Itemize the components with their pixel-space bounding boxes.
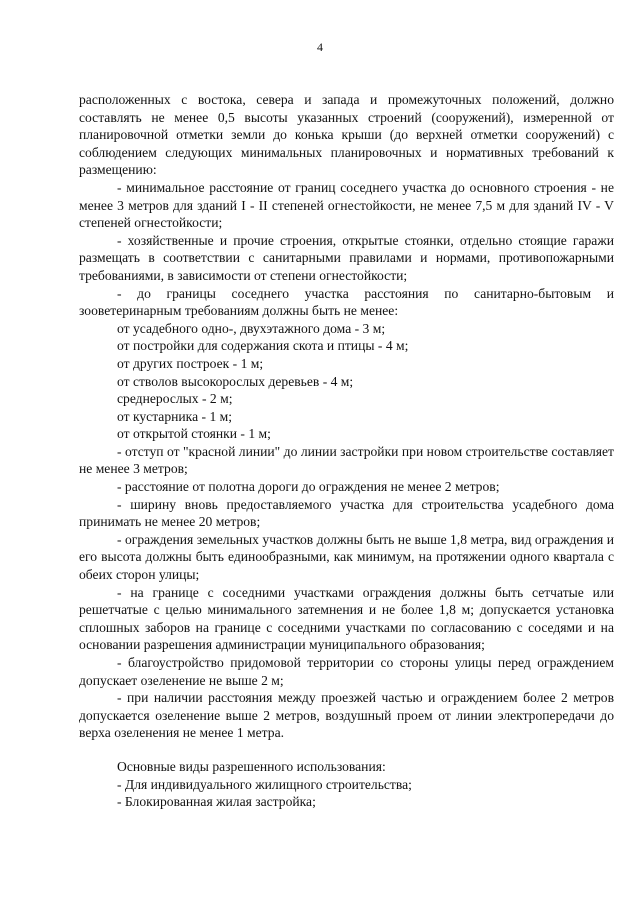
rule-street-greening: - благоустройство придомовой территории со стороны улицы перед ограждением допускает озеленение не выше 2 м; [79,655,614,688]
distance-item: среднерослых - 2 м; [117,391,233,407]
rule-fence-height: - ограждения земельных участков должны быть не выше 1,8 метра, вид ограждения и его высота должны быть единообразными, как минимум, на протяжении одного квартала с обеих сторон улицы; [79,531,614,583]
document-body [79,91,614,811]
distance-item: от постройки для содержания скота и птицы - 4 м; [117,338,409,354]
paragraph-min-distance: - минимальное расстояние от границ соседнего участка до основного строения - не менее 3 метров для зданий I - II степеней огнестойкости, не менее 7,5 м для зданий IV - V степеней огнестойкости; [79,179,614,231]
distance-item: от усадебного одно-, двухэтажного дома - 3 м; [117,320,386,336]
uses-heading: Основные виды разрешенного использования: [117,758,386,774]
distance-item: от стволов высокорослых деревьев - 4 м; [117,373,354,389]
paragraph-outbuildings: - хозяйственные и прочие строения, открытые стоянки, отдельно стоящие гаражи размещать в соответствии с санитарными правилами и нормами, противопожарными требованиями, в зависимости от степени огнестойкости; [79,232,614,283]
use-item: - Блокированная жилая застройка; [117,794,316,810]
distance-item: от открытой стоянки - 1 м; [117,426,271,442]
use-item: - Для индивидуального жилищного строительства; [117,776,412,792]
rule-red-line: - отступ от "красной линии" до линии застройки при новом строительстве составляет не менее 3 метров; [79,443,614,477]
rule-neighbor-fence: - на границе с соседними участками ограждения должны быть сетчатые или решетчатые с целью минимального затемнения и не более 1,8 м; допускается установка сплошных заборов на границе с соседними участками по согласованию с соседями и на основании разрешения администрации муниципального образования; [79,584,614,653]
rule-power-line-greening: - при наличии расстояния между проезжей частью и ограждением более 2 метров допускается озеленение выше 2 метров, воздушный проем от линии электропередачи до верха озеленения не менее 1 метра. [79,690,614,741]
intro-paragraph: расположенных с востока, севера и запада и промежуточных положений, должно составлять не менее 0,5 высоты указанных строений (сооружений), измеренной от планировочной отметки земли до конька крыши (до верхней отметки сооружений) с соблюдением следующих минимальных планировочных и нормативных требований к размещению: [79,92,614,178]
distance-item: от кустарника - 1 м; [117,408,233,424]
rule-road-distance: - расстояние от полотна дороги до ограждения не менее 2 метров; [117,479,500,495]
rule-plot-width: - ширину вновь предоставляемого участка для строительства усадебного дома принимать не менее 20 метров; [79,496,614,530]
distance-item: от других построек - 1 м; [117,355,264,371]
paragraph-sanitary-distances: - до границы соседнего участка расстояния по санитарно-бытовым и зооветеринарным требованиям должны быть не менее: [79,285,614,319]
page-number: 4 [317,40,323,54]
